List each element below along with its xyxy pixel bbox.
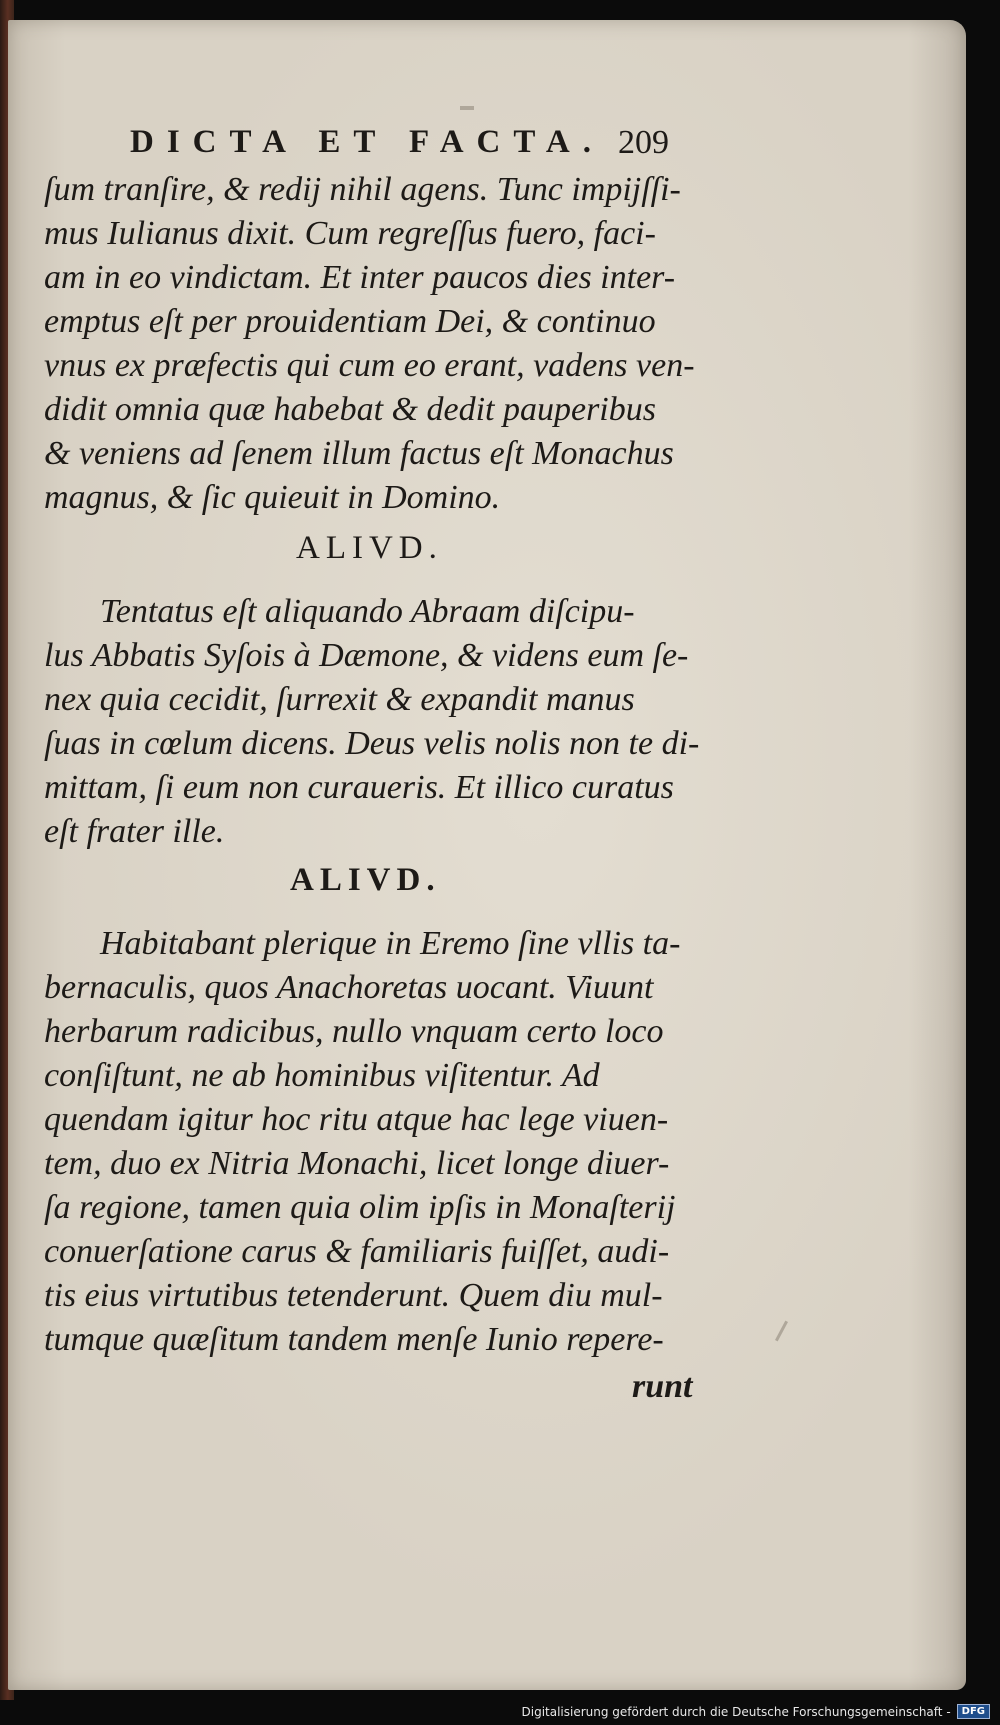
section-heading: ALIVD.: [290, 862, 441, 898]
text-line: tem, duo ex Nitria Monachi, licet longe diuer-: [44, 1145, 670, 1182]
text-line: Tentatus eſt aliquando Abraam diſcipu-: [100, 593, 635, 630]
text-line: mus Iulianus dixit. Cum regreſſus fuero, faci-: [44, 215, 656, 252]
text-line: vnus ex præfectis qui cum eo erant, vadens ven-: [44, 347, 695, 384]
text-line: conuerſatione carus & familiaris fuiſſet, audi-: [44, 1233, 670, 1270]
text-line: lus Abbatis Syſois à Dæmone, & videns eum ſe-: [44, 637, 689, 674]
text-line: tis eius virtutibus tetenderunt. Quem diu mul-: [44, 1277, 663, 1314]
text-line: didit omnia quæ habebat & dedit pauperibus: [44, 391, 656, 428]
text-line: emptus eſt per prouidentiam Dei, & continuo: [44, 303, 656, 340]
text-line: nex quia cecidit, ſurrexit & expandit manus: [44, 681, 635, 718]
page-margin-mark: [775, 1321, 788, 1342]
text-line: tumque quæſitum tandem menſe Iunio repere-: [44, 1321, 664, 1358]
section-heading: ALIVD.: [296, 530, 443, 566]
catchword: runt: [632, 1368, 693, 1405]
text-line: herbarum radicibus, nullo vnquam certo loco: [44, 1013, 664, 1050]
page-number: 209: [618, 124, 669, 161]
footer-credit: [522, 1704, 991, 1719]
text-line: conſiſtunt, ne ab hominibus viſitentur. Ad: [44, 1057, 600, 1094]
text-line: quendam igitur hoc ritu atque hac lege viuen-: [44, 1101, 669, 1138]
text-line: ſuas in cœlum dicens. Deus velis nolis non te di-: [44, 725, 700, 762]
text-line: magnus, & ſic quieuit in Domino.: [44, 479, 501, 516]
text-line: ſa regione, tamen quia olim ipſis in Monaſterij: [44, 1189, 676, 1226]
text-line: & veniens ad ſenem illum factus eſt Monachus: [44, 435, 674, 472]
text-line: am in eo vindictam. Et inter paucos dies inter-: [44, 259, 676, 296]
dfg-logo: DFG: [957, 1704, 990, 1719]
text-line: ſum tranſire, & redij nihil agens. Tunc impijſſi-: [44, 171, 681, 208]
text-line: eſt frater ille.: [44, 813, 225, 850]
text-line: bernaculis, quos Anachoretas uocant. Viuunt: [44, 969, 654, 1006]
running-header: DICTA ET FACTA.: [130, 124, 605, 160]
text-line: mittam, ſi eum non curaueris. Et illico curatus: [44, 769, 674, 806]
text-line: Habitabant plerique in Eremo ſine vllis ta-: [100, 925, 681, 962]
footer-text: Digitalisierung gefördert durch die Deutsche Forschungsgemeinschaft -: [521, 1704, 951, 1719]
page-blemish: [460, 106, 474, 110]
